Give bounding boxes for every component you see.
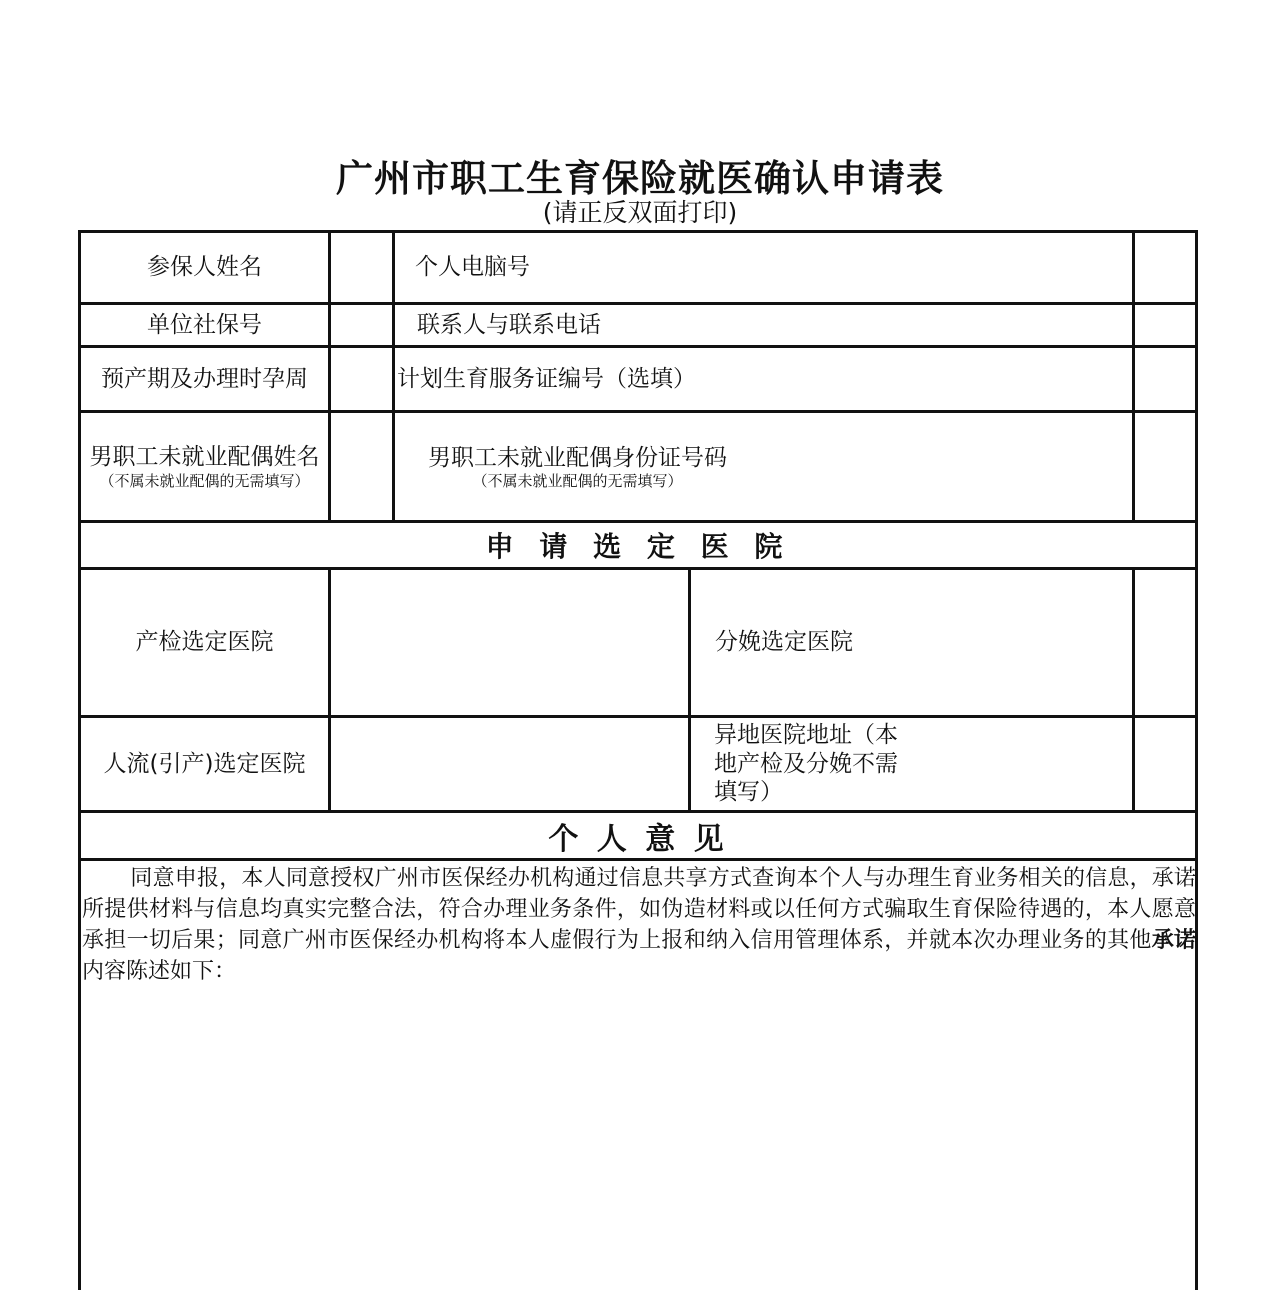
spouse-id-label [395, 413, 760, 499]
spouse-name-text: 男职工未就业配偶姓名 [89, 444, 320, 471]
spouse-name-note: （不属未就业配偶的无需填写） [99, 471, 310, 490]
remote-hospital-address-label [714, 718, 904, 810]
remote-hospital-address-input[interactable] [1135, 718, 1195, 810]
spouse-name-label [84, 413, 325, 520]
unit-ss-no-input[interactable] [331, 305, 392, 345]
spouse-id-text: 男职工未就业配偶身份证号码 [428, 444, 727, 471]
application-form [78, 230, 1198, 1290]
insured-name-input[interactable] [331, 233, 392, 302]
personal-opinion-input[interactable] [81, 990, 1195, 1280]
due-date-label: 预产期及办理时孕周 [101, 365, 308, 392]
contact-input[interactable] [1135, 305, 1195, 345]
insured-name-label: 参保人姓名 [147, 254, 262, 281]
form-right-border [1195, 230, 1198, 1290]
personal-statement [82, 863, 1196, 987]
personal-id-label: 个人电脑号 [415, 254, 530, 281]
row-divider [78, 858, 1198, 861]
contact-label: 联系人与联系电话 [417, 311, 601, 338]
column-divider [688, 567, 691, 810]
unit-ss-no-label: 单位社保号 [147, 311, 262, 338]
delivery-hospital-label: 分娩选定医院 [715, 629, 853, 656]
personal-id-input[interactable] [1135, 233, 1195, 302]
prenatal-hospital-label: 产检选定医院 [135, 629, 274, 656]
spouse-id-input[interactable] [1135, 413, 1195, 520]
family-plan-no-input[interactable] [1135, 348, 1195, 410]
delivery-hospital-input[interactable] [1135, 570, 1195, 715]
family-plan-no-label [397, 348, 697, 410]
prenatal-hospital-input[interactable] [331, 570, 688, 715]
abortion-hospital-input[interactable] [331, 718, 688, 810]
section-hospital-header: 申 请 选 定 医 院 [485, 530, 791, 563]
statement-text-end: 内容陈述如下： [82, 959, 237, 984]
due-date-input[interactable] [331, 348, 392, 410]
form-title: 广州市职工生育保险就医确认申请表 [336, 157, 944, 200]
form-subtitle: (请正反双面打印) [542, 198, 738, 227]
spouse-name-input[interactable] [331, 413, 392, 520]
remote-hospital-address-text: 异地医院地址（本地产检及分娩不需填写） [714, 721, 898, 806]
statement-bold: 承诺 [1151, 928, 1196, 953]
spouse-id-note: （不属未就业配偶的无需填写） [472, 472, 683, 491]
section-opinion-header: 个 人 意 见 [548, 821, 728, 857]
family-plan-no-text: 计划生育服务证编号（选填） [397, 365, 696, 392]
statement-text: 同意申报，本人同意授权广州市医保经办机构通过信息共享方式查询本个人与办理生育业务相关的信息，承诺所提供材料与信息均真实完整合法，符合办理业务条件，如伪造材料或以任何方式骗取生育保险待遇的，本人愿意承担一切后果；同意广州市医保经办机构将本人虚假行为上报和纳入信用管理体系，并就本次办理业务的其他 [82, 866, 1196, 953]
abortion-hospital-label: 人流(引产)选定医院 [103, 750, 306, 777]
